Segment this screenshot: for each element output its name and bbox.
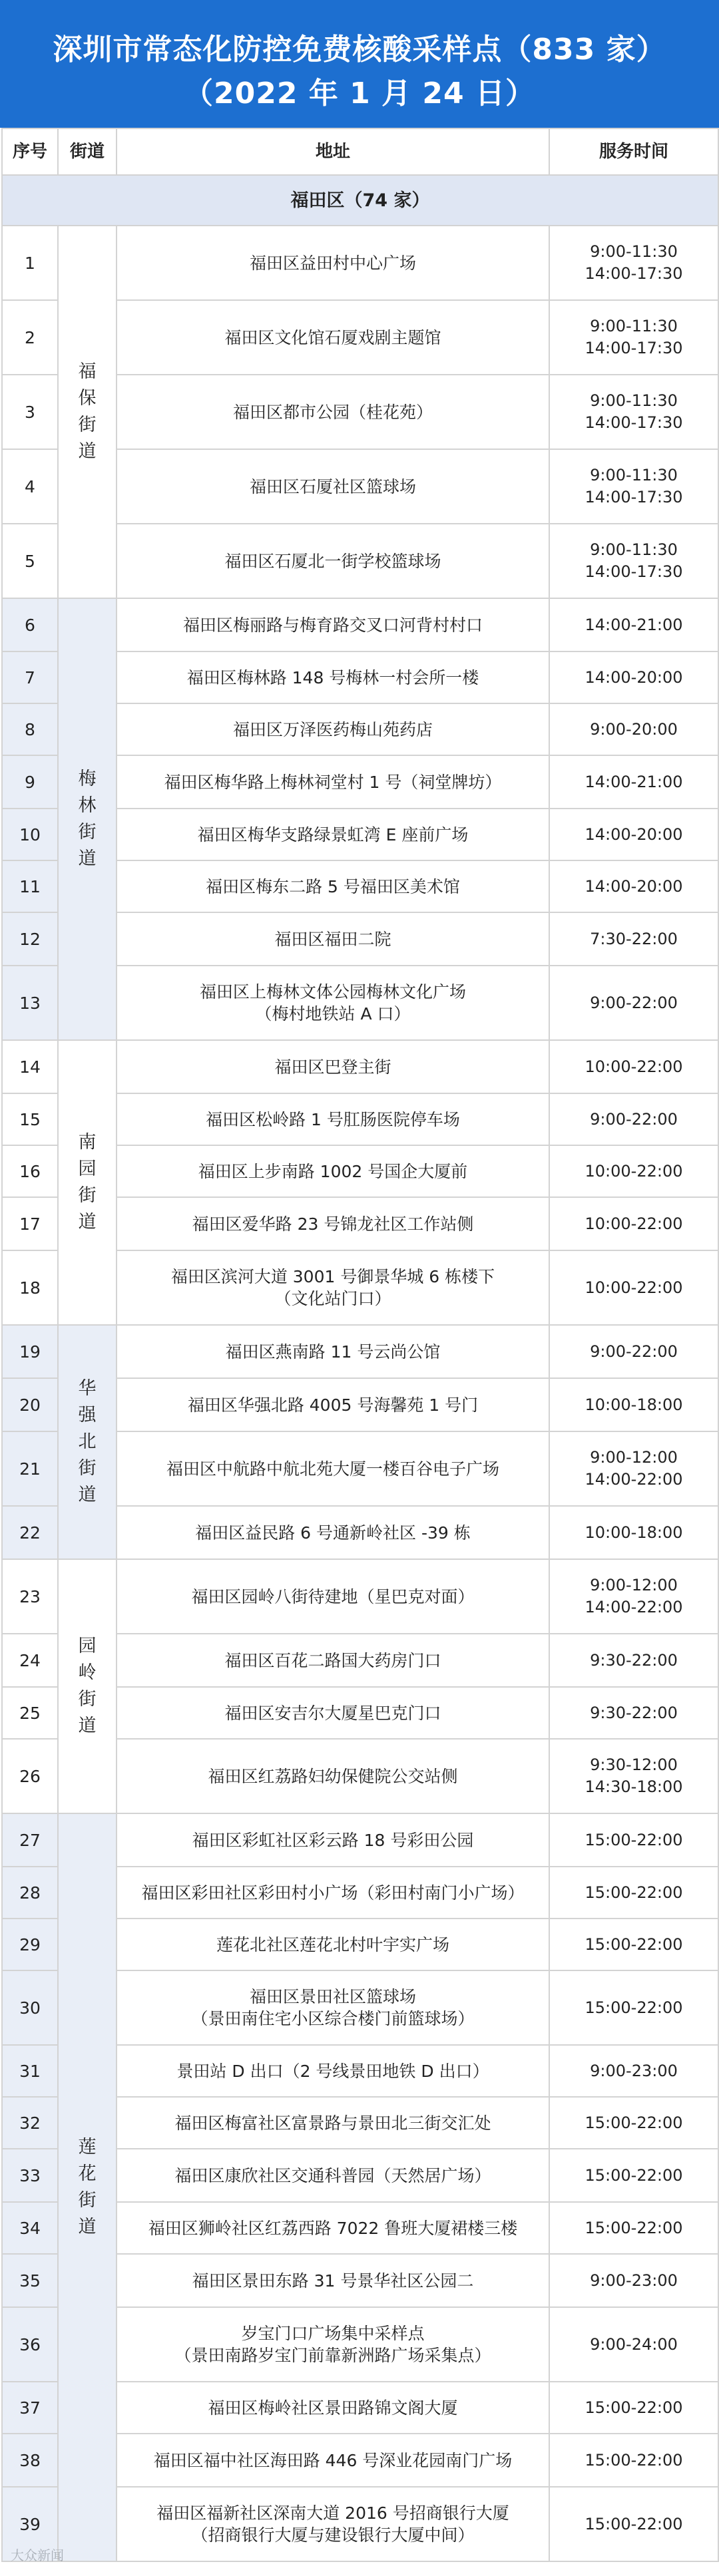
service-time [549,2382,718,2434]
service-time-line: 14:00-22:00 [585,1470,683,1489]
col-header-no: 序号 [2,128,58,175]
table-row [2,1559,718,1634]
service-time-line: 9:00-12:00 [590,1448,678,1467]
service-time-line: 14:00-22:00 [585,1598,683,1616]
service-time [549,1250,718,1325]
site-address-line: 福田区彩田社区彩田村小广场（彩田村南门小广场） [141,1883,525,1903]
row-number: 24 [2,1634,58,1687]
service-time [549,1739,718,1813]
district-section-row [2,175,718,226]
row-number: 27 [2,1813,58,1867]
site-address-line: 福田区百花二路国大药房门口 [224,1650,441,1670]
site-address-line: 福田区梅富社区富景路与景田北三街交汇处 [174,2113,491,2133]
col-header-address: 地址 [117,128,549,175]
row-number: 3 [2,375,58,449]
street-name [58,226,117,598]
service-time [549,524,718,598]
service-time-line: 9:00-12:00 [590,1576,678,1594]
row-number: 23 [2,1559,58,1634]
service-time [549,2149,718,2202]
row-number: 21 [2,1431,58,1506]
site-address [117,1919,549,1970]
service-time-line: 9:30-22:00 [590,1650,678,1670]
site-address [117,1970,549,2045]
site-address-line: 福田区红荔路妇幼保健院公交站侧 [208,1766,458,1786]
site-address [117,598,549,651]
service-time-line: 15:00-22:00 [585,2514,683,2533]
row-number: 16 [2,1145,58,1197]
row-number: 36 [2,2307,58,2382]
site-address [117,2307,549,2382]
service-time-line: 10:00-22:00 [585,1278,683,1297]
site-address-line: 福田区燕南路 11 号云尚公馆 [225,1342,441,1362]
service-time [549,1325,718,1378]
site-address-line: 福田区益民路 6 号通新岭社区 -39 栋 [195,1523,471,1543]
row-number: 39 [2,2487,58,2561]
site-address-line: 景田站 D 出口（2 号线景田地铁 D 出口） [176,2061,489,2081]
street-name-text: 园岭街道 [78,1636,97,1736]
service-time [549,449,718,524]
site-address-line: 福田区彩虹社区彩云路 18 号彩田公园 [192,1830,474,1850]
service-time [549,226,718,300]
row-number: 37 [2,2382,58,2434]
site-address-line: 福田区华强北路 4005 号海馨苑 1 号门 [187,1395,479,1415]
service-time-line: 14:30-18:00 [585,1777,683,1796]
row-number: 8 [2,703,58,755]
row-number: 2 [2,300,58,375]
site-address [117,1431,549,1506]
service-time-line: 14:00-17:30 [585,562,683,581]
service-time-line: 14:00-17:30 [585,264,683,283]
site-address-line: 福田区万泽医药梅山苑药店 [232,719,433,739]
street-name [58,1813,117,2561]
site-address [117,300,549,375]
service-time-line: 14:00-20:00 [585,825,683,844]
row-number: 38 [2,2434,58,2487]
service-time [549,1634,718,1687]
site-address [117,2382,549,2434]
street-name [58,1040,117,1325]
row-number: 28 [2,1867,58,1919]
site-address-line: （梅村地铁站 A 口） [255,1004,411,1023]
sampling-sites-table [1,128,719,2562]
row-number: 9 [2,755,58,809]
service-time-line: 10:00-22:00 [585,1161,683,1181]
site-address [117,2254,549,2307]
service-time-line: 14:00-17:30 [585,339,683,357]
row-number: 34 [2,2202,58,2254]
row-number: 30 [2,1970,58,2045]
service-time-line: 15:00-22:00 [585,2113,683,2132]
service-time-line: 9:00-11:30 [590,317,678,335]
service-time [549,1559,718,1634]
service-time-line: 9:00-23:00 [590,2271,678,2290]
site-address-line: 福田区梅华支路绿景虹湾 E 座前广场 [197,825,469,844]
site-address-line: （招商银行大厦与建设银行大厦中间） [191,2525,475,2545]
row-number: 31 [2,2045,58,2097]
site-address-line: 福田区康欣社区交通科普园（天然居广场） [174,2165,491,2185]
site-address-line: 福田区梅林路 148 号梅林一村会所一楼 [186,667,479,687]
service-time [549,912,718,966]
service-time [549,1040,718,1093]
site-address-line: 福田区松岭路 1 号肛肠医院停车场 [206,1109,460,1129]
service-time [549,300,718,375]
site-address [117,651,549,703]
service-time-line: 15:00-22:00 [585,1883,683,1902]
row-number: 19 [2,1325,58,1378]
service-time-line: 15:00-22:00 [585,2165,683,2185]
row-number: 11 [2,860,58,912]
site-address [117,524,549,598]
service-time [549,2434,718,2487]
service-time-line: 14:00-17:30 [585,413,683,432]
service-time [549,2254,718,2307]
service-time-line: 9:00-11:30 [590,540,678,559]
service-time-line: 9:00-11:30 [590,466,678,484]
street-name-text: 华强北街道 [78,1378,97,1505]
table-header-row [2,128,718,175]
service-time [549,2307,718,2382]
service-time [549,2045,718,2097]
service-time-line: 15:00-22:00 [585,2450,683,2470]
site-address [117,1325,549,1378]
service-time-line: 15:00-22:00 [585,2218,683,2237]
district-section-label: 福田区（74 家） [2,175,718,226]
street-name [58,1559,117,1813]
site-address-line: 福田区梅华路上梅林祠堂村 1 号（祠堂牌坊） [164,772,502,792]
col-header-street: 街道 [58,128,117,175]
service-time-line: 10:00-22:00 [585,1057,683,1076]
site-address [117,1145,549,1197]
service-time-line: 9:00-22:00 [590,1342,678,1361]
service-time [549,860,718,912]
service-time-line: 10:00-18:00 [585,1523,683,1542]
row-number: 1 [2,226,58,300]
site-address [117,1739,549,1813]
row-number: 29 [2,1919,58,1970]
row-number: 32 [2,2097,58,2149]
service-time [549,1867,718,1919]
service-time [549,966,718,1040]
row-number: 13 [2,966,58,1040]
service-time-line: 14:00-21:00 [585,772,683,791]
service-time [549,755,718,809]
site-address [117,2149,549,2202]
service-time-line: 14:00-21:00 [585,615,683,634]
site-address [117,226,549,300]
site-address-line: 福田区益田村中心广场 [249,253,416,273]
site-address-line: 福田区爱华路 23 号锦龙社区工作站侧 [192,1214,474,1234]
service-time-line: 7:30-22:00 [590,929,678,948]
site-address-line: （文化站门口） [274,1289,391,1308]
site-address-line: 福田区园岭八街待建地（星巴克对面） [191,1586,475,1606]
row-number: 33 [2,2149,58,2202]
table-row [2,1813,718,1867]
service-time-line: 10:00-18:00 [585,1395,683,1414]
street-name-text: 莲花街道 [78,2137,97,2237]
site-address [117,1197,549,1250]
row-number: 17 [2,1197,58,1250]
table-body [2,175,718,2561]
site-address [117,1093,549,1145]
site-address [117,860,549,912]
service-time-line: 9:00-22:00 [590,993,678,1012]
site-address [117,809,549,860]
page-title: 深圳市常态化防控免费核酸采样点（833 家） [53,33,666,67]
row-number: 18 [2,1250,58,1325]
site-address [117,2202,549,2254]
service-time [549,1145,718,1197]
site-address [117,1040,549,1093]
service-time [549,1506,718,1559]
service-time-line: 15:00-22:00 [585,2398,683,2417]
site-address-line: 福田区都市公园（桂花苑） [232,402,433,422]
service-time [549,1197,718,1250]
site-address-line: 福田区文化馆石厦戏剧主题馆 [224,327,441,347]
service-time [549,651,718,703]
service-time [549,1919,718,1970]
header-banner [0,0,719,128]
page-date: （2022 年 1 月 24 日） [184,77,535,110]
site-address [117,1506,549,1559]
service-time [549,1093,718,1145]
site-address [117,1867,549,1919]
service-time [549,703,718,755]
row-number: 4 [2,449,58,524]
site-address-line: 福田区石厦社区篮球场 [249,476,416,496]
row-number: 15 [2,1093,58,1145]
site-address [117,912,549,966]
service-time-line: 15:00-22:00 [585,1934,683,1954]
site-address [117,703,549,755]
site-address [117,375,549,449]
site-address [117,1559,549,1634]
site-address-line: 福田区狮岭社区红荔西路 7022 鲁班大厦裙楼三楼 [148,2218,518,2238]
street-name-text: 福保街道 [78,361,97,462]
service-time-line: 9:30-12:00 [590,1755,678,1774]
table-row [2,226,718,300]
service-time [549,1970,718,2045]
site-address [117,1687,549,1739]
service-time [549,375,718,449]
service-time-line: 15:00-22:00 [585,1830,683,1849]
service-time [549,598,718,651]
service-time [549,2487,718,2561]
service-time [549,809,718,860]
service-time-line: 15:00-22:00 [585,1998,683,2017]
site-address-line: 福田区石厦北一街学校篮球场 [224,551,441,571]
watermark-logo: 大众新闻 [11,2547,64,2563]
service-time [549,2097,718,2149]
site-address [117,1634,549,1687]
street-name [58,598,117,1040]
site-address-line: （景田南住宅小区综合楼门前篮球场） [191,2009,475,2028]
row-number: 6 [2,598,58,651]
col-header-time: 服务时间 [549,128,718,175]
row-number: 10 [2,809,58,860]
row-number: 14 [2,1040,58,1093]
site-address-line: 福田区梅东二路 5 号福田区美术馆 [206,876,460,896]
table-row [2,1325,718,1378]
service-time-line: 14:00-20:00 [585,876,683,896]
table-row [2,598,718,651]
site-address [117,2097,549,2149]
service-time-line: 10:00-22:00 [585,1214,683,1233]
site-address [117,2434,549,2487]
row-number: 25 [2,1687,58,1739]
site-address-line: 福田区福田二院 [274,929,391,949]
service-time [549,1813,718,1867]
street-name [58,1325,117,1559]
row-number: 5 [2,524,58,598]
site-address-line: 莲花北社区莲花北村叶宇实广场 [216,1934,449,1954]
site-address-line: （景田南路岁宝门前靠新洲路广场采集点） [174,2346,491,2365]
street-name-text: 梅林街道 [78,769,97,869]
site-address-line: 福田区中航路中航北苑大厦一楼百谷电子广场 [166,1459,499,1479]
service-time-line: 14:00-20:00 [585,667,683,687]
row-number: 7 [2,651,58,703]
street-name-text: 南园街道 [78,1132,97,1232]
site-address-line: 福田区福中社区海田路 446 号深业花园南门广场 [153,2450,513,2470]
site-address-line: 福田区梅岭社区景田路锦文阁大厦 [208,2398,458,2418]
site-address-line: 福田区上梅林文体公园梅林文化广场 [199,982,466,1002]
service-time-line: 9:00-11:30 [590,391,678,410]
site-address [117,1378,549,1431]
service-time-line: 9:00-24:00 [590,2334,678,2354]
site-address [117,1813,549,1867]
table-row [2,1040,718,1093]
site-address-line: 福田区上步南路 1002 号国企大厦前 [198,1161,468,1181]
service-time-line: 14:00-17:30 [585,488,683,506]
site-address-line: 福田区福新社区深南大道 2016 号招商银行大厦 [156,2503,509,2523]
row-number: 35 [2,2254,58,2307]
site-address [117,2045,549,2097]
site-address [117,755,549,809]
service-time [549,1431,718,1506]
site-address-line: 福田区景田东路 31 号景华社区公园二 [192,2271,474,2291]
service-time [549,2202,718,2254]
site-address-line: 福田区巴登主街 [274,1057,391,1077]
service-time-line: 9:00-23:00 [590,2061,678,2080]
row-number: 12 [2,912,58,966]
site-address [117,449,549,524]
row-number: 26 [2,1739,58,1813]
service-time [549,1687,718,1739]
site-address [117,966,549,1040]
service-time-line: 9:30-22:00 [590,1703,678,1722]
service-time [549,1378,718,1431]
site-address [117,1250,549,1325]
service-time-line: 9:00-11:30 [590,242,678,261]
site-address-line: 福田区景田社区篮球场 [249,1987,416,2006]
site-address-line: 福田区梅丽路与梅育路交叉口河背村村口 [182,615,483,635]
site-address-line: 岁宝门口广场集中采样点 [241,2324,425,2343]
row-number: 20 [2,1378,58,1431]
service-time-line: 9:00-20:00 [590,719,678,739]
service-time-line: 9:00-22:00 [590,1109,678,1129]
site-address-line: 福田区安吉尔大厦星巴克门口 [224,1703,441,1723]
site-address [117,2487,549,2561]
site-address-line: 福田区滨河大道 3001 号御景华城 6 栋楼下 [170,1267,495,1286]
row-number: 22 [2,1506,58,1559]
